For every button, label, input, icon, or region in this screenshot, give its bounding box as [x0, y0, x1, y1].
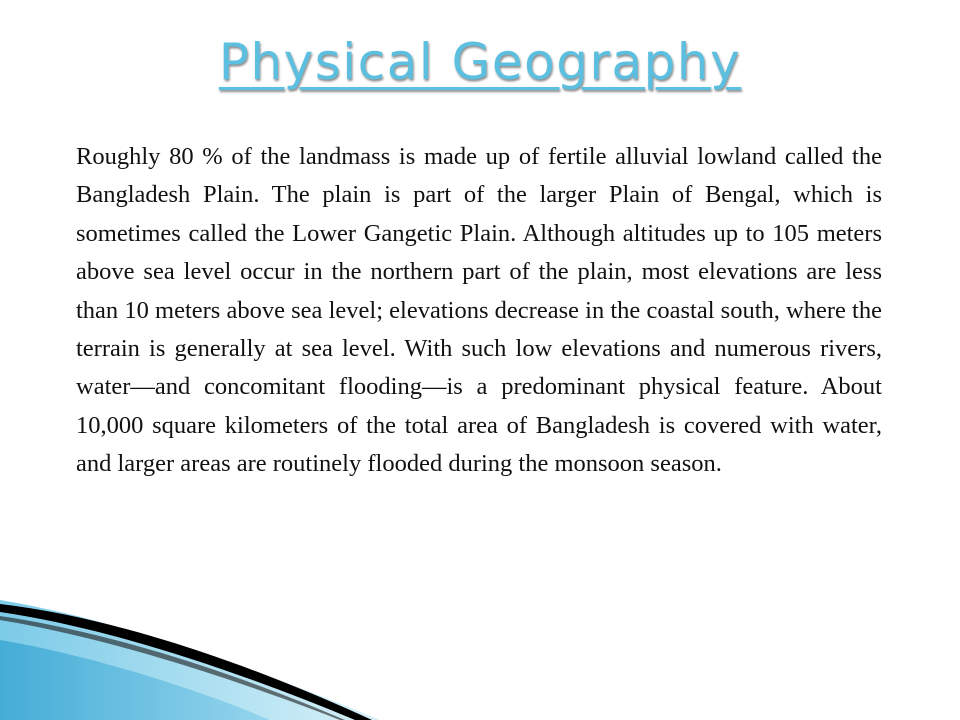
body-paragraph: Roughly 80 % of the landmass is made up of fertile alluvial lowland called the Bangladesh Plain. The plain is part of the larger Plain of Bengal, which is sometimes called the Lower Gangetic Plain. Although altitudes up to 105 meters above sea level occur in the northern part of the plain, most elevations are less than 10 meters above sea level; elevations decrease in the coastal south, where the terrain is generally at sea level. With such low elevations and numerous rivers, water—and concomitant flooding—is a predominant physical feature. About 10,000 square kilometers of the total area of Bangladesh is covered with water, and larger areas are routinely flooded during the monsoon season.	[76, 143, 882, 478]
slide-title: Physical Geography	[218, 33, 742, 91]
